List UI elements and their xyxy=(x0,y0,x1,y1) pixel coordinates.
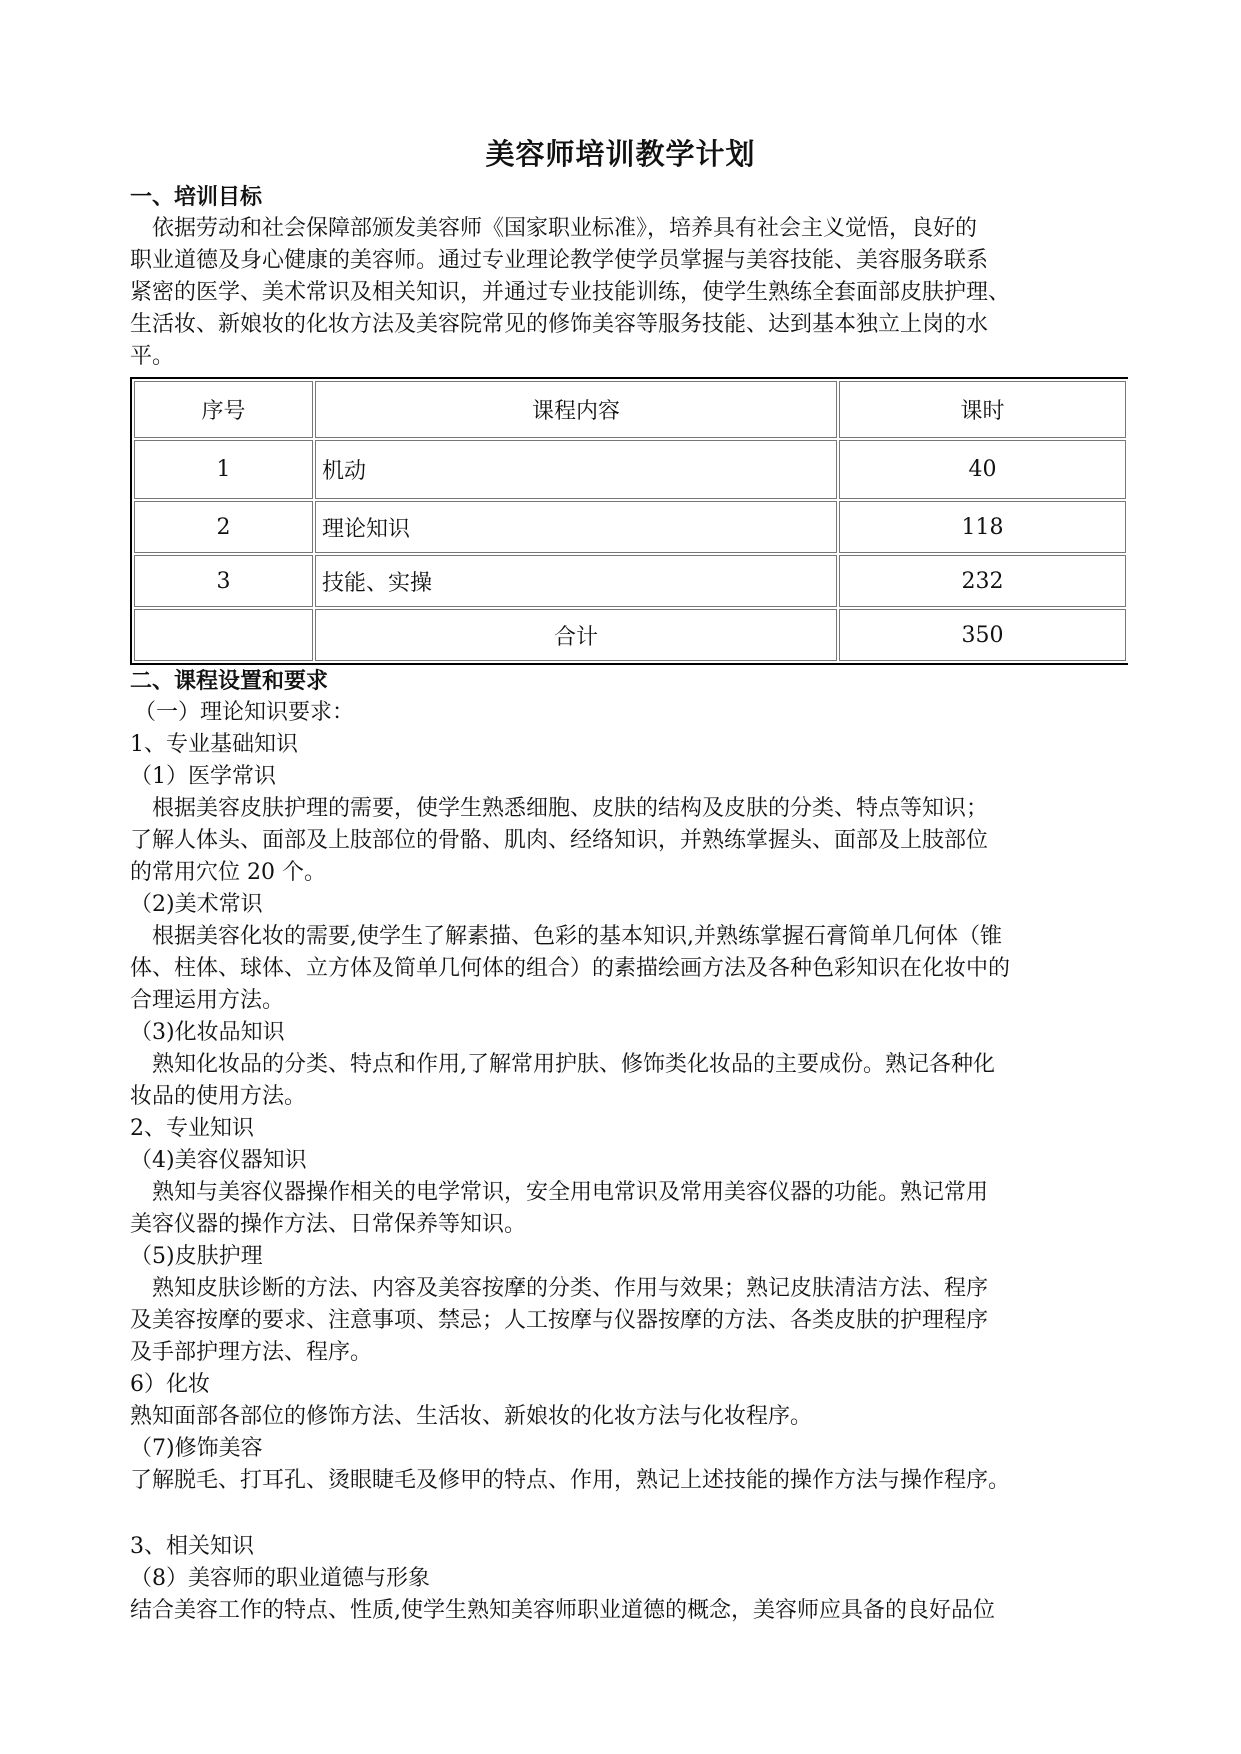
blank-line xyxy=(130,1497,1120,1531)
part-title-basic: 1、专业基础知识 xyxy=(130,732,298,757)
item-title-instruments: （4)美容仪器知识 xyxy=(130,1148,307,1173)
row-number: 1 xyxy=(134,440,313,499)
table-header-row xyxy=(134,381,1126,438)
row-course: 技能、实操 xyxy=(315,555,837,607)
table-row xyxy=(134,501,1126,553)
document-title: 美容师培训教学计划 xyxy=(485,137,756,171)
paragraph-line: 熟知皮肤诊断的方法、内容及美容按摩的分类、作用与效果；熟记皮肤清洁方法、程序 xyxy=(152,1276,989,1301)
part-title-related: 3、相关知识 xyxy=(130,1534,254,1559)
item-title-grooming: （7)修饰美容 xyxy=(130,1436,263,1461)
item-title-art: （2)美术常识 xyxy=(130,892,263,917)
total-hours: 350 xyxy=(839,609,1126,661)
row-hours: 118 xyxy=(839,501,1126,553)
item-title-cosmetics: （3)化妆品知识 xyxy=(130,1020,285,1045)
table-row xyxy=(134,440,1126,499)
header-cell-number: 序号 xyxy=(134,381,313,438)
paragraph-line: 合理运用方法。 xyxy=(130,988,285,1013)
paragraph-line: 体、柱体、球体、立方体及简单几何体的组合）的素描绘画方法及各种色彩知识在化妆中的 xyxy=(130,956,1011,981)
paragraph-line: 及手部护理方法、程序。 xyxy=(130,1340,373,1365)
paragraph-line: 根据美容化妆的需要,使学生了解素描、色彩的基本知识,并熟练掌握石膏简单几何体（锥 xyxy=(152,924,1002,949)
paragraph-line: 的常用穴位 20 个。 xyxy=(130,860,326,885)
paragraph-line: 依据劳动和社会保障部颁发美容师《国家职业标准》，培养具有社会主义觉悟，良好的 xyxy=(152,216,978,241)
goals-paragraph xyxy=(130,213,1120,373)
paragraph-line: 熟知面部各部位的修饰方法、生活妆、新娘妆的化妆方法与化妆程序。 xyxy=(130,1404,813,1429)
total-label: 合计 xyxy=(315,609,837,661)
course-hours-table xyxy=(130,377,1128,665)
document-body xyxy=(130,183,1120,1627)
table-total-row xyxy=(134,609,1126,661)
paragraph-line: 了解脱毛、打耳孔、烫眼睫毛及修甲的特点、作用，熟记上述技能的操作方法与操作程序。 xyxy=(130,1468,1011,1493)
section-heading-goals: 一、培训目标 xyxy=(130,185,263,210)
total-empty-cell xyxy=(134,609,313,661)
row-course: 机动 xyxy=(315,440,837,499)
row-number: 3 xyxy=(134,555,313,607)
row-number: 2 xyxy=(134,501,313,553)
section-heading-courses: 二、课程设置和要求 xyxy=(130,669,329,694)
paragraph-line: 美容仪器的操作方法、日常保养等知识。 xyxy=(130,1212,527,1237)
row-hours: 232 xyxy=(839,555,1126,607)
header-cell-content: 课程内容 xyxy=(315,381,837,438)
part-title-professional: 2、专业知识 xyxy=(130,1116,254,1141)
row-course: 理论知识 xyxy=(315,501,837,553)
item-title-ethics: （8）美容师的职业道德与形象 xyxy=(130,1566,430,1591)
header-cell-hours: 课时 xyxy=(839,381,1126,438)
paragraph-line: 妆品的使用方法。 xyxy=(130,1084,307,1109)
table-row xyxy=(134,555,1126,607)
paragraph-line: 根据美容皮肤护理的需要，使学生熟悉细胞、皮肤的结构及皮肤的分类、特点等知识； xyxy=(152,796,989,821)
sub-heading-theory: （一）理论知识要求： xyxy=(134,700,355,725)
item-title-medical: （1）医学常识 xyxy=(130,764,276,789)
paragraph-line: 及美容按摩的要求、注意事项、禁忌；人工按摩与仪器按摩的方法、各类皮肤的护理程序 xyxy=(130,1308,989,1333)
item-title-skincare: （5)皮肤护理 xyxy=(130,1244,263,1269)
paragraph-line: 紧密的医学、美术常识及相关知识，并通过专业技能训练，使学生熟练全套面部皮肤护理、 xyxy=(130,280,1011,305)
paragraph-line: 职业道德及身心健康的美容师。通过专业理论教学使学员掌握与美容技能、美容服务联系 xyxy=(130,248,989,273)
row-hours: 40 xyxy=(839,440,1126,499)
paragraph-line: 结合美容工作的特点、性质,使学生熟知美容师职业道德的概念，美容师应具备的良好品位 xyxy=(130,1598,995,1623)
item-title-makeup: 6）化妆 xyxy=(130,1372,210,1397)
paragraph-line: 了解人体头、面部及上肢部位的骨骼、肌肉、经络知识，并熟练掌握头、面部及上肢部位 xyxy=(130,828,989,853)
paragraph-line: 熟知与美容仪器操作相关的电学常识，安全用电常识及常用美容仪器的功能。熟记常用 xyxy=(152,1180,989,1205)
paragraph-line: 熟知化妆品的分类、特点和作用,了解常用护肤、修饰类化妆品的主要成份。熟记各种化 xyxy=(152,1052,995,1077)
paragraph-line: 生活妆、新娘妆的化妆方法及美容院常见的修饰美容等服务技能、达到基本独立上岗的水 xyxy=(130,312,989,337)
paragraph-line: 平。 xyxy=(130,344,175,369)
